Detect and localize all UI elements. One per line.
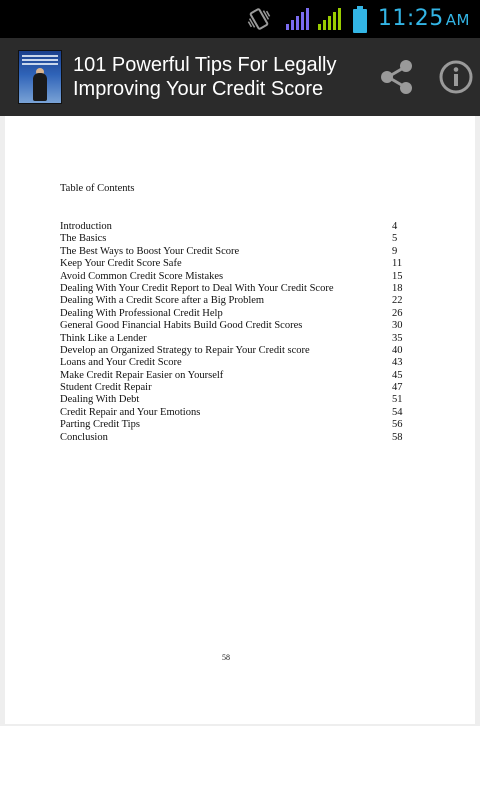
bottom-blank-area xyxy=(0,726,480,800)
toc-entry-page: 45 xyxy=(392,369,403,381)
share-button[interactable] xyxy=(376,56,418,98)
toc-entry-title: Credit Repair and Your Emotions xyxy=(60,406,201,418)
toc-entry-title: Make Credit Repair Easier on Yourself xyxy=(60,369,224,381)
toc-row xyxy=(60,333,410,345)
toc-row xyxy=(60,320,410,332)
toc-entry-page: 30 xyxy=(392,320,403,332)
toc-heading: Table of Contents xyxy=(60,183,135,194)
toc-row xyxy=(60,394,410,406)
share-icon xyxy=(376,56,418,98)
toc-row xyxy=(60,432,410,444)
clock-ampm: AM xyxy=(445,11,470,29)
toc-row xyxy=(60,283,410,295)
toc-entry-page: 51 xyxy=(392,394,403,406)
toc-row xyxy=(60,308,410,320)
document-page xyxy=(5,116,475,724)
toc-row xyxy=(60,407,410,419)
page-number: 58 xyxy=(222,653,230,662)
toc-row xyxy=(60,345,410,357)
toc-entry-page: 58 xyxy=(392,431,403,443)
toc-entry-page: 40 xyxy=(392,344,403,356)
action-bar xyxy=(0,38,480,116)
toc-entry-page: 47 xyxy=(392,382,403,394)
toc-entry-title: Develop an Organized Strategy to Repair Your Credit score xyxy=(60,344,310,356)
vibrate-icon xyxy=(246,6,272,32)
toc-row xyxy=(60,271,410,283)
toc-row xyxy=(60,221,410,233)
toc-entry-page: 18 xyxy=(392,282,403,294)
toc-entry-title: Think Like a Lender xyxy=(60,332,147,344)
toc-entry-title: Dealing With Professional Credit Help xyxy=(60,307,223,319)
toc-row xyxy=(60,382,410,394)
toc-entry-title: General Good Financial Habits Build Good Credit Scores xyxy=(60,320,303,332)
toc-entry-page: 54 xyxy=(392,406,403,418)
toc-row xyxy=(60,370,410,382)
toc-entry-title: Parting Credit Tips xyxy=(60,419,140,431)
toc-entry-title: Loans and Your Credit Score xyxy=(60,357,182,369)
toc-entry-title: Avoid Common Credit Score Mistakes xyxy=(60,270,224,282)
toc-entry-page: 35 xyxy=(392,332,403,344)
signal-icon xyxy=(316,6,342,32)
app-title xyxy=(73,53,368,101)
toc-entry-title: Dealing With Debt xyxy=(60,394,140,406)
toc-row xyxy=(60,246,410,258)
toc-row xyxy=(60,258,410,270)
battery-icon xyxy=(350,6,370,34)
toc-entry-title: Keep Your Credit Score Safe xyxy=(60,258,182,270)
toc-entry-title: Introduction xyxy=(60,221,112,232)
toc-entry-page: 22 xyxy=(392,295,403,307)
toc-row xyxy=(60,357,410,369)
toc-entry-title: Dealing With Your Credit Report to Deal With Your Credit Score xyxy=(60,282,334,294)
app-icon[interactable] xyxy=(18,50,62,104)
app-title-line-2: Improving Your Credit Score xyxy=(73,78,324,100)
toc-entry-page: 11 xyxy=(392,258,403,270)
toc-entry-page: 56 xyxy=(392,419,403,431)
status-time xyxy=(378,4,470,35)
toc-row xyxy=(60,233,410,245)
signal-icon xyxy=(284,6,310,32)
document-viewer[interactable] xyxy=(0,116,480,726)
table-of-contents xyxy=(60,221,410,444)
info-icon xyxy=(435,56,477,98)
toc-entry-title: The Basics xyxy=(60,233,107,245)
toc-entry-page: 4 xyxy=(392,221,398,232)
toc-entry-page: 43 xyxy=(392,357,403,369)
toc-entry-title: Dealing With a Credit Score after a Big Problem xyxy=(60,295,265,307)
toc-entry-page: 15 xyxy=(392,270,403,282)
toc-entry-page: 9 xyxy=(392,245,398,257)
toc-entry-page: 5 xyxy=(392,233,398,245)
toc-entry-title: The Best Ways to Boost Your Credit Score xyxy=(60,245,240,257)
toc-row xyxy=(60,419,410,431)
toc-entry-title: Conclusion xyxy=(60,431,108,443)
app-title-line-1: 101 Powerful Tips For Legally xyxy=(73,54,337,76)
toc-row xyxy=(60,295,410,307)
status-bar xyxy=(0,0,480,38)
toc-entry-title: Student Credit Repair xyxy=(60,382,152,394)
info-button[interactable] xyxy=(435,56,477,98)
clock-time: 11:25 xyxy=(377,6,444,31)
toc-entry-page: 26 xyxy=(392,307,403,319)
